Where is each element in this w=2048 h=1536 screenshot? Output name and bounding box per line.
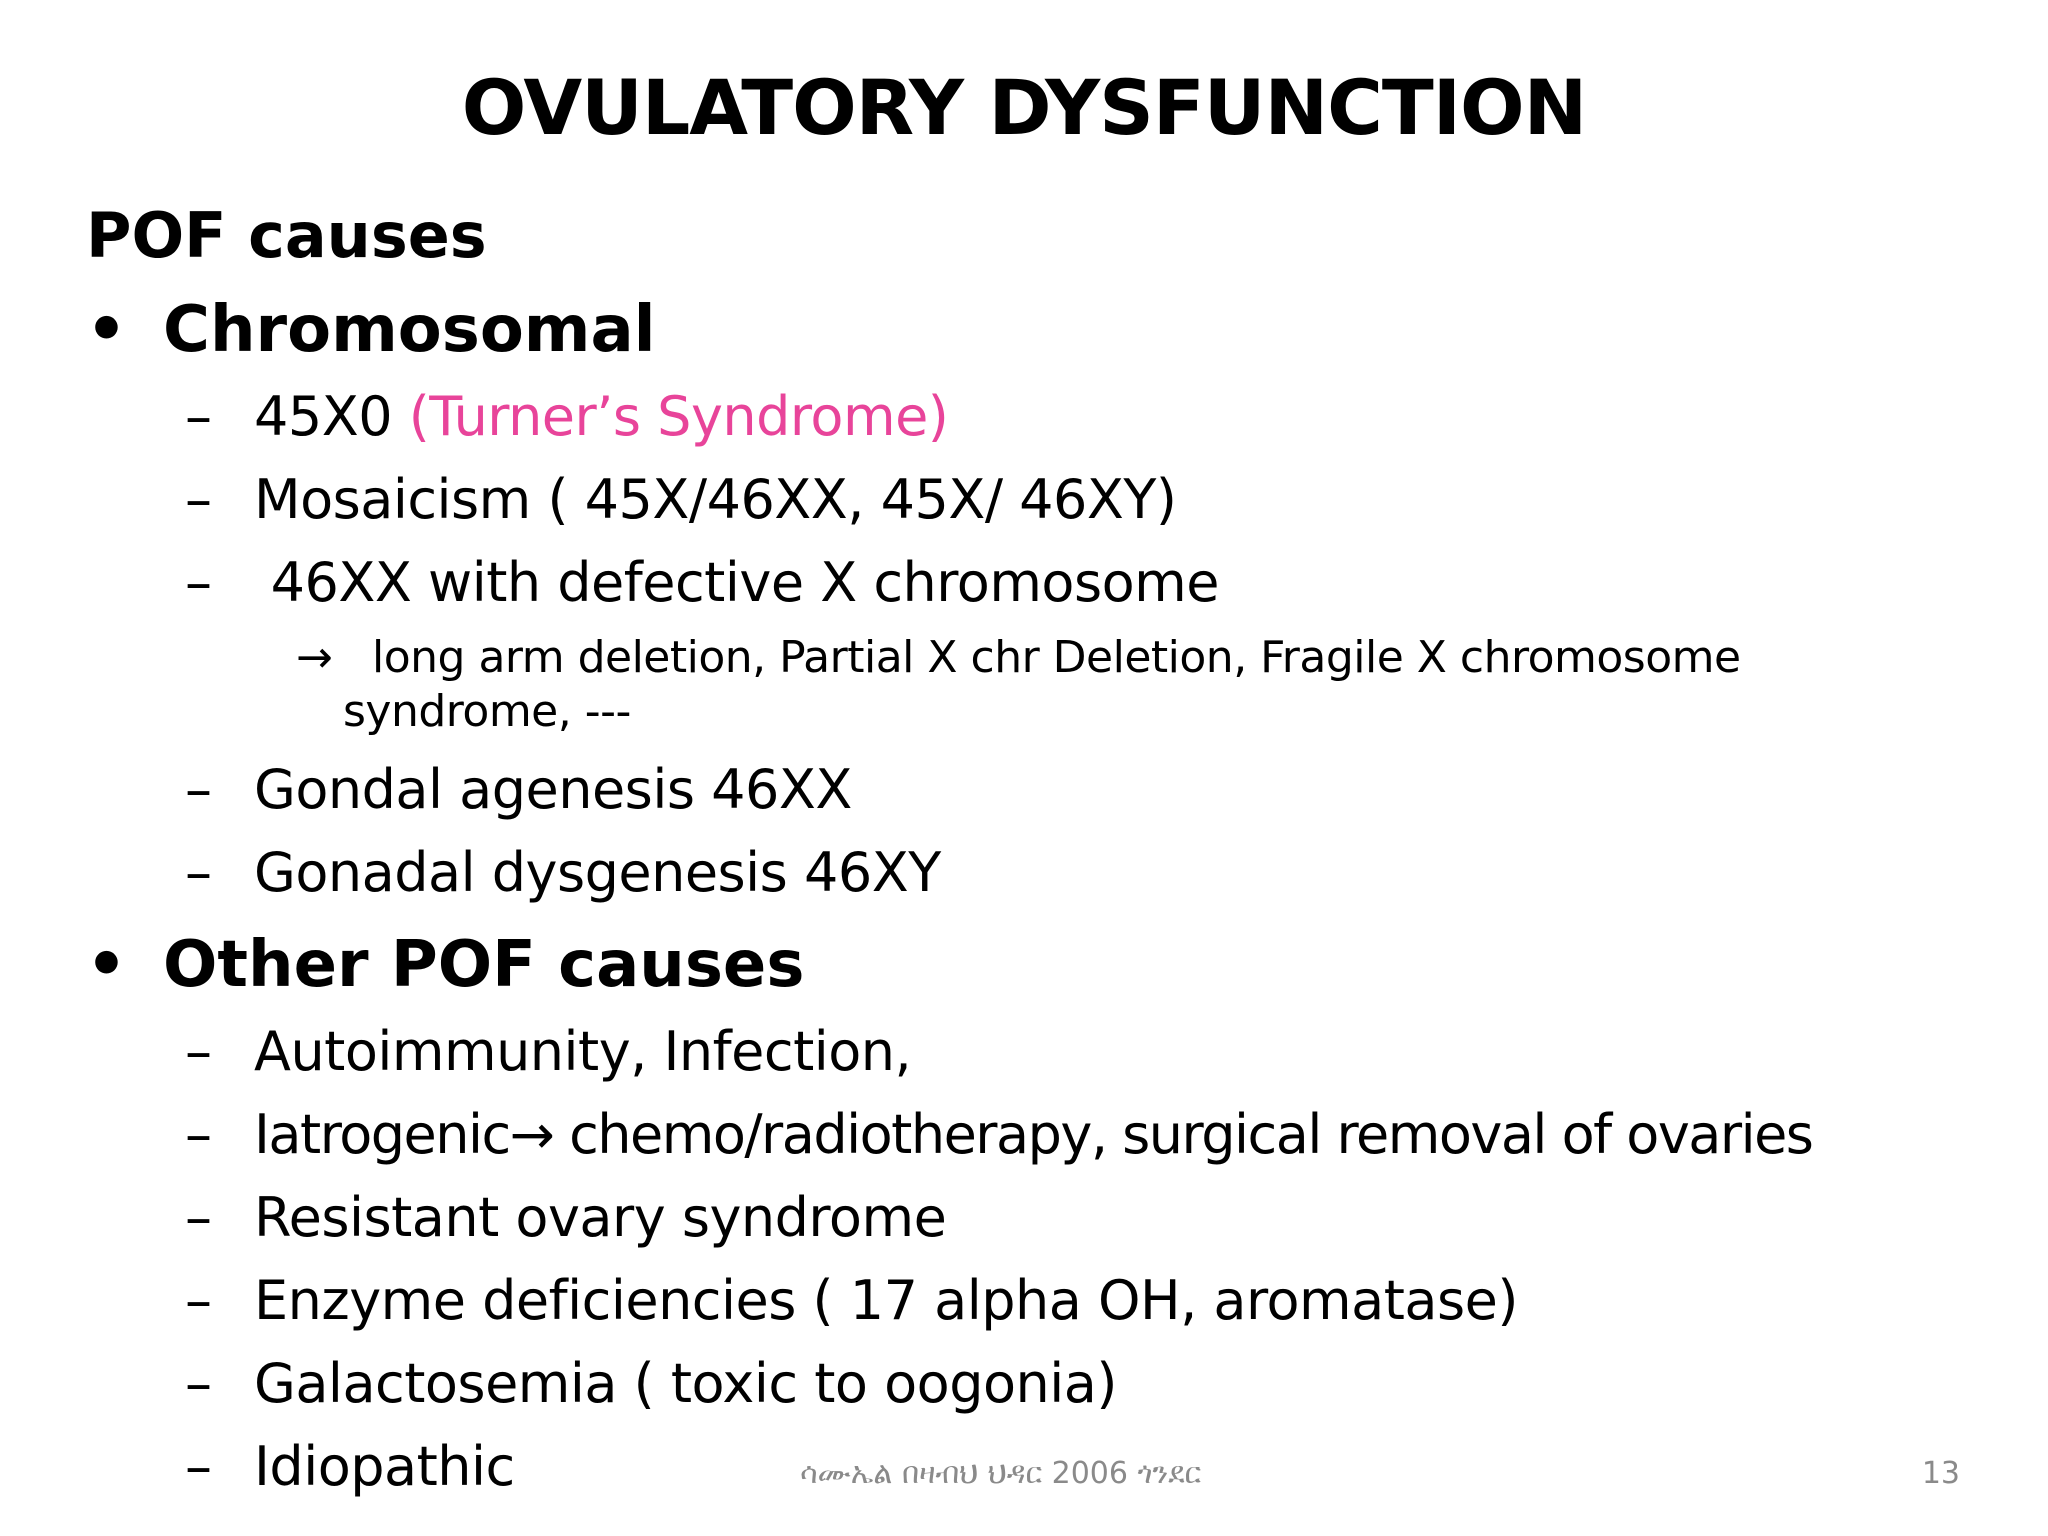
sub-item-text: Idiopathic: [254, 1435, 515, 1498]
sub-item-text: Enzyme deficiencies ( 17 alpha OH, aromatase): [254, 1269, 1518, 1332]
sub-item-text: Gondal agenesis 46XX: [254, 758, 852, 821]
arrow-right-icon: →: [296, 632, 333, 683]
sub-item: [0, 382, 2048, 452]
sub-sub-item-text: long arm deletion, Partial X chr Deletion, Fragile X chromosome: [372, 632, 1741, 683]
bullet-label: Chromosomal: [163, 293, 656, 367]
sub-item-text: Autoimmunity, Infection,: [254, 1020, 912, 1083]
dash-icon: –: [185, 1269, 212, 1332]
sub-item: [0, 1349, 2048, 1419]
sub-item-text: Iatrogenic: [254, 1103, 510, 1166]
sub-item-text: 45X0: [254, 385, 409, 448]
dash-icon: –: [185, 468, 212, 531]
sub-sub-item: [0, 630, 2048, 686]
sub-item-text: Gonadal dysgenesis 46XY: [254, 841, 941, 904]
sub-item: [0, 838, 2048, 908]
dash-icon: –: [185, 1020, 212, 1083]
section-heading: POF causes: [86, 199, 487, 272]
bullet-icon: •: [86, 293, 127, 367]
bullet-item-other-pof-causes: [0, 925, 2048, 1005]
dash-icon: –: [185, 1435, 212, 1498]
arrow-right-icon: →: [509, 1103, 554, 1166]
dash-icon: –: [185, 385, 212, 448]
sub-item: [0, 755, 2048, 825]
sub-item-text: Resistant ovary syndrome: [254, 1186, 947, 1249]
slide-number: 13: [1921, 1456, 1960, 1491]
footer-text: ሳሙኤል በዛብህ ህዳር 2006 ጎንደር: [800, 1456, 1202, 1491]
turner-syndrome-highlight: (Turner’s Syndrome): [408, 385, 949, 448]
dash-icon: –: [185, 1352, 212, 1415]
sub-item-text: Mosaicism ( 45X/46XX, 45X/ 46XY): [254, 468, 1177, 531]
sub-item: [0, 548, 2048, 618]
sub-item-text: 46XX with defective X chromosome: [254, 551, 1219, 614]
sub-item: [0, 1266, 2048, 1336]
dash-icon: –: [185, 551, 212, 614]
bullet-label: Other POF causes: [163, 928, 805, 1002]
sub-sub-item-continuation: syndrome, ---: [343, 686, 631, 737]
dash-icon: –: [185, 1103, 212, 1166]
dash-icon: –: [185, 1186, 212, 1249]
bullet-item-chromosomal: [0, 290, 2048, 370]
sub-item: [0, 1100, 2048, 1170]
sub-item-text: chemo/radiotherapy, surgical removal of ovaries: [553, 1103, 1813, 1166]
sub-item: [0, 1017, 2048, 1087]
slide-title: OVULATORY DYSFUNCTION: [461, 63, 1587, 152]
sub-item: [0, 465, 2048, 535]
dash-icon: –: [185, 841, 212, 904]
bullet-icon: •: [86, 928, 127, 1002]
sub-item-text: Galactosemia ( toxic to oogonia): [254, 1352, 1117, 1415]
dash-icon: –: [185, 758, 212, 821]
sub-item: [0, 1183, 2048, 1253]
